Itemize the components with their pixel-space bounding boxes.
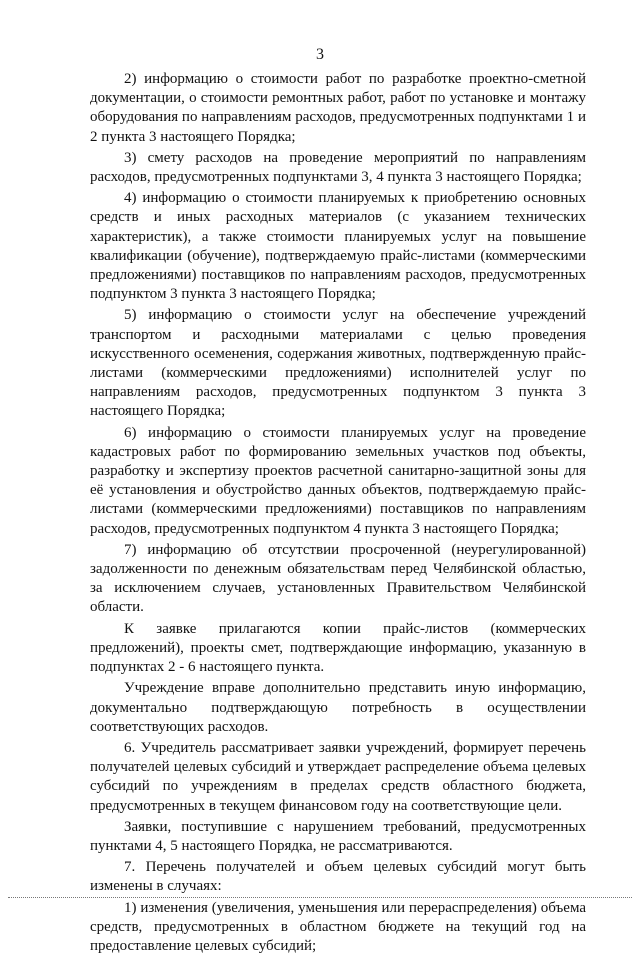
paragraph-item-5: 5) информацию о стоимости услуг на обеспечение учреждений транспортом и расходными материалами с целью проведения искусственного осеменения, содержания животных, подтвержденную прайс-листами (коммерческими предложениями) исполнителей услуг по направлениям расходов, предусмотренных подпунктом 3 пункта 3 настоящего Порядка; bbox=[90, 307, 586, 420]
paragraph-section-6: 6. Учредитель рассматривает заявки учреждений, формирует перечень получателей целевых субсидий и утверждает распределение объема целевых субсидий по учреждениям в пределах средств областного бюджета, предусмотренных в текущем финансовом году на соответствующие цели. bbox=[90, 739, 586, 814]
paragraph-additional-info: Учреждение вправе дополнительно представить иную информацию, документально подтверждающую потребность в осуществлении соответствующих расходов. bbox=[90, 680, 586, 735]
document-body bbox=[90, 70, 586, 958]
paragraph-item-7: 7) информацию об отсутствии просроченной (неурегулированной) задолженности по денежным обязательствам перед Челябинской областью, за исключением случаев, установленных Правительством Челябинской области. bbox=[90, 541, 586, 616]
paragraph-attachments: К заявке прилагаются копии прайс-листов (коммерческих предложений), проекты смет, подтверждающие информацию, указанную в подпунктах 2 - 6 настоящего пункта. bbox=[90, 620, 586, 676]
page-number: 3 bbox=[316, 46, 324, 63]
paragraph-item-4: 4) информацию о стоимости планируемых к приобретению основных средств и иных расходных материалов (с указанием технических характеристик), а также стоимости планируемых услуг на повышение квалификации (обучение), подтверждаемую прайс-листами (коммерческими предложениями) поставщиков по направлениям расходов, предусмотренных подпунктом 3 пункта 3 настоящего Порядка; bbox=[90, 190, 586, 303]
paragraph-item-6: 6) информацию о стоимости планируемых услуг на проведение кадастровых работ по формированию земельных участков под объекты, разработку и экспертизу проектов расчетной санитарно-защитной зоны для её установления и обустройство данных объектов, подтверждаемую прайс-листами (коммерческими предложениями) поставщиков по направлениям расходов, предусмотренных подпунктом 4 пункта 3 настоящего Порядка; bbox=[90, 424, 586, 537]
paragraph-item-3: 3) смету расходов на проведение мероприятий по направлениям расходов, предусмотренных подпунктами 3, 4 пункта 3 настоящего Порядка; bbox=[90, 149, 586, 186]
paragraph-rejected-applications: Заявки, поступившие с нарушением требований, предусмотренных пунктами 4, 5 настоящего Порядка, не рассматриваются. bbox=[90, 818, 586, 854]
paragraph-section-7-item-1: 1) изменения (увеличения, уменьшения или перераспределения) объема средств, предусмотренных в областном бюджете на текущий год на предоставление целевых субсидий; bbox=[90, 899, 586, 954]
paragraph-section-7: 7. Перечень получателей и объем целевых субсидий могут быть изменены в случаях: bbox=[90, 859, 586, 895]
footer-divider bbox=[8, 897, 632, 898]
paragraph-item-2: 2) информацию о стоимости работ по разработке проектно-сметной документации, о стоимости ремонтных работ, работ по установке и монтажу оборудования по направлениям расходов, предусмотренных подпунктами 1 и 2 пункта 3 настоящего Порядка; bbox=[90, 71, 586, 145]
